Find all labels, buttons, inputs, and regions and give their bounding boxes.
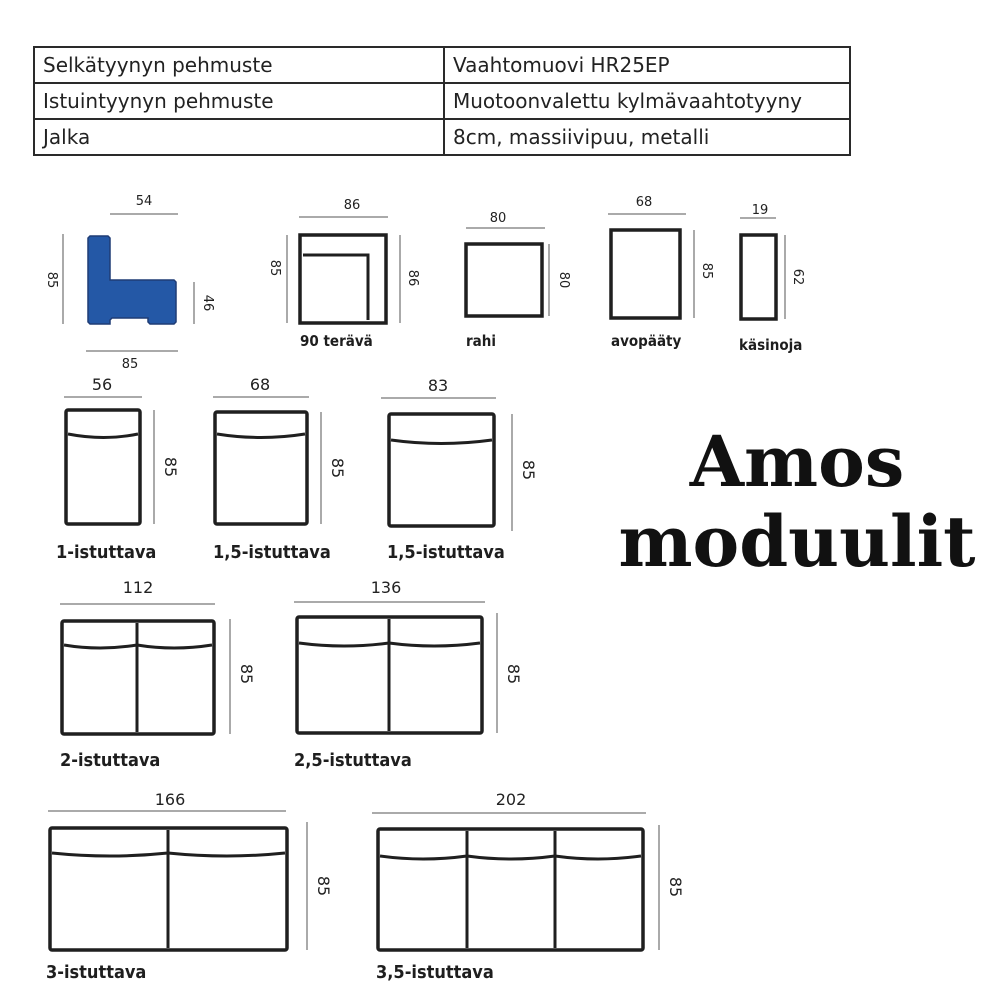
module-seat-15b bbox=[381, 376, 538, 563]
dim-corner-depth: 85 bbox=[44, 271, 59, 289]
module-outline bbox=[66, 410, 140, 524]
module-label: 2-istuttava bbox=[60, 750, 161, 771]
spec-property: Istuintyynyn pehmuste bbox=[34, 83, 444, 119]
module-seat-15a bbox=[213, 375, 347, 563]
dim-seat1-width: 56 bbox=[91, 375, 113, 394]
dim-avopaaty-width: 68 bbox=[635, 195, 653, 210]
module-outline bbox=[300, 235, 386, 323]
dim-kasinoja-width: 19 bbox=[751, 203, 769, 218]
module-outline bbox=[466, 244, 542, 316]
module-seat-35 bbox=[372, 790, 685, 983]
module-outline bbox=[611, 230, 680, 318]
dim-seat2-width: 112 bbox=[122, 578, 154, 597]
module-label: 90 terävä bbox=[300, 332, 373, 350]
module-label: 1-istuttava bbox=[56, 542, 157, 563]
module-label: avopääty bbox=[611, 332, 682, 350]
dim-seat35-width: 202 bbox=[495, 790, 527, 809]
module-label: 1,5-istuttava bbox=[387, 542, 505, 563]
title-line-2: moduulit bbox=[618, 500, 976, 583]
dim-corner-width: 85 bbox=[121, 357, 139, 372]
module-seat-2 bbox=[60, 578, 256, 771]
spec-property: Selkätyynyn pehmuste bbox=[34, 47, 444, 83]
backrest-line bbox=[380, 856, 641, 859]
module-outline bbox=[215, 412, 307, 524]
spec-value: Muotoonvalettu kylmävaahtotyyny bbox=[444, 83, 850, 119]
dim-sharp-depth: 86 bbox=[405, 269, 420, 287]
backrest-line bbox=[217, 434, 305, 438]
dim-seat15a-width: 68 bbox=[249, 375, 271, 394]
module-outline bbox=[389, 414, 494, 526]
module-seat-25 bbox=[294, 578, 523, 771]
module-90-sharp bbox=[267, 198, 420, 350]
backrest-line bbox=[391, 440, 492, 444]
dim-seat15b-depth: 85 bbox=[519, 459, 538, 481]
dim-avopaaty-depth: 85 bbox=[699, 262, 714, 280]
dim-seat25-width: 136 bbox=[370, 578, 402, 597]
module-label: rahi bbox=[466, 332, 496, 350]
module-seat-3 bbox=[46, 790, 333, 983]
dim-seat25-depth: 85 bbox=[504, 663, 523, 685]
module-outline bbox=[378, 829, 643, 950]
page-title bbox=[612, 422, 982, 582]
module-label: 2,5-istuttava bbox=[294, 750, 412, 771]
module-seat-1 bbox=[56, 375, 180, 563]
spec-value: Vaahtomuovi HR25EP bbox=[444, 47, 850, 83]
dim-kasinoja-depth: 62 bbox=[790, 268, 805, 286]
corner-shape bbox=[88, 236, 176, 324]
dim-sharp-width: 86 bbox=[343, 198, 361, 213]
dim-rahi-depth: 80 bbox=[556, 271, 571, 289]
spec-property: Jalka bbox=[34, 119, 444, 155]
dim-sharp-side: 85 bbox=[267, 259, 282, 277]
dim-seat15a-depth: 85 bbox=[328, 457, 347, 479]
dim-seat35-depth: 85 bbox=[666, 876, 685, 898]
dim-seat-depth: 46 bbox=[200, 294, 215, 312]
dim-seat1-depth: 85 bbox=[161, 456, 180, 478]
module-avopaaty bbox=[608, 195, 714, 350]
dim-arm-width: 54 bbox=[135, 194, 153, 209]
dim-seat3-depth: 85 bbox=[314, 875, 333, 897]
dim-seat15b-width: 83 bbox=[427, 376, 449, 395]
module-corner bbox=[44, 194, 215, 372]
dim-seat3-width: 166 bbox=[154, 790, 186, 809]
module-inner-line bbox=[303, 255, 368, 320]
module-outline bbox=[741, 235, 776, 319]
module-label: 3,5-istuttava bbox=[376, 962, 494, 983]
module-kasinoja bbox=[739, 203, 805, 354]
backrest-line bbox=[68, 434, 138, 438]
dim-rahi-width: 80 bbox=[489, 211, 507, 226]
module-label: 3-istuttava bbox=[46, 962, 147, 983]
spec-value: 8cm, massiivipuu, metalli bbox=[444, 119, 850, 155]
module-rahi bbox=[466, 211, 571, 350]
dim-seat2-depth: 85 bbox=[237, 663, 256, 685]
module-label: käsinoja bbox=[739, 336, 803, 354]
title-line-1: Amos bbox=[689, 420, 905, 503]
module-label: 1,5-istuttava bbox=[213, 542, 331, 563]
